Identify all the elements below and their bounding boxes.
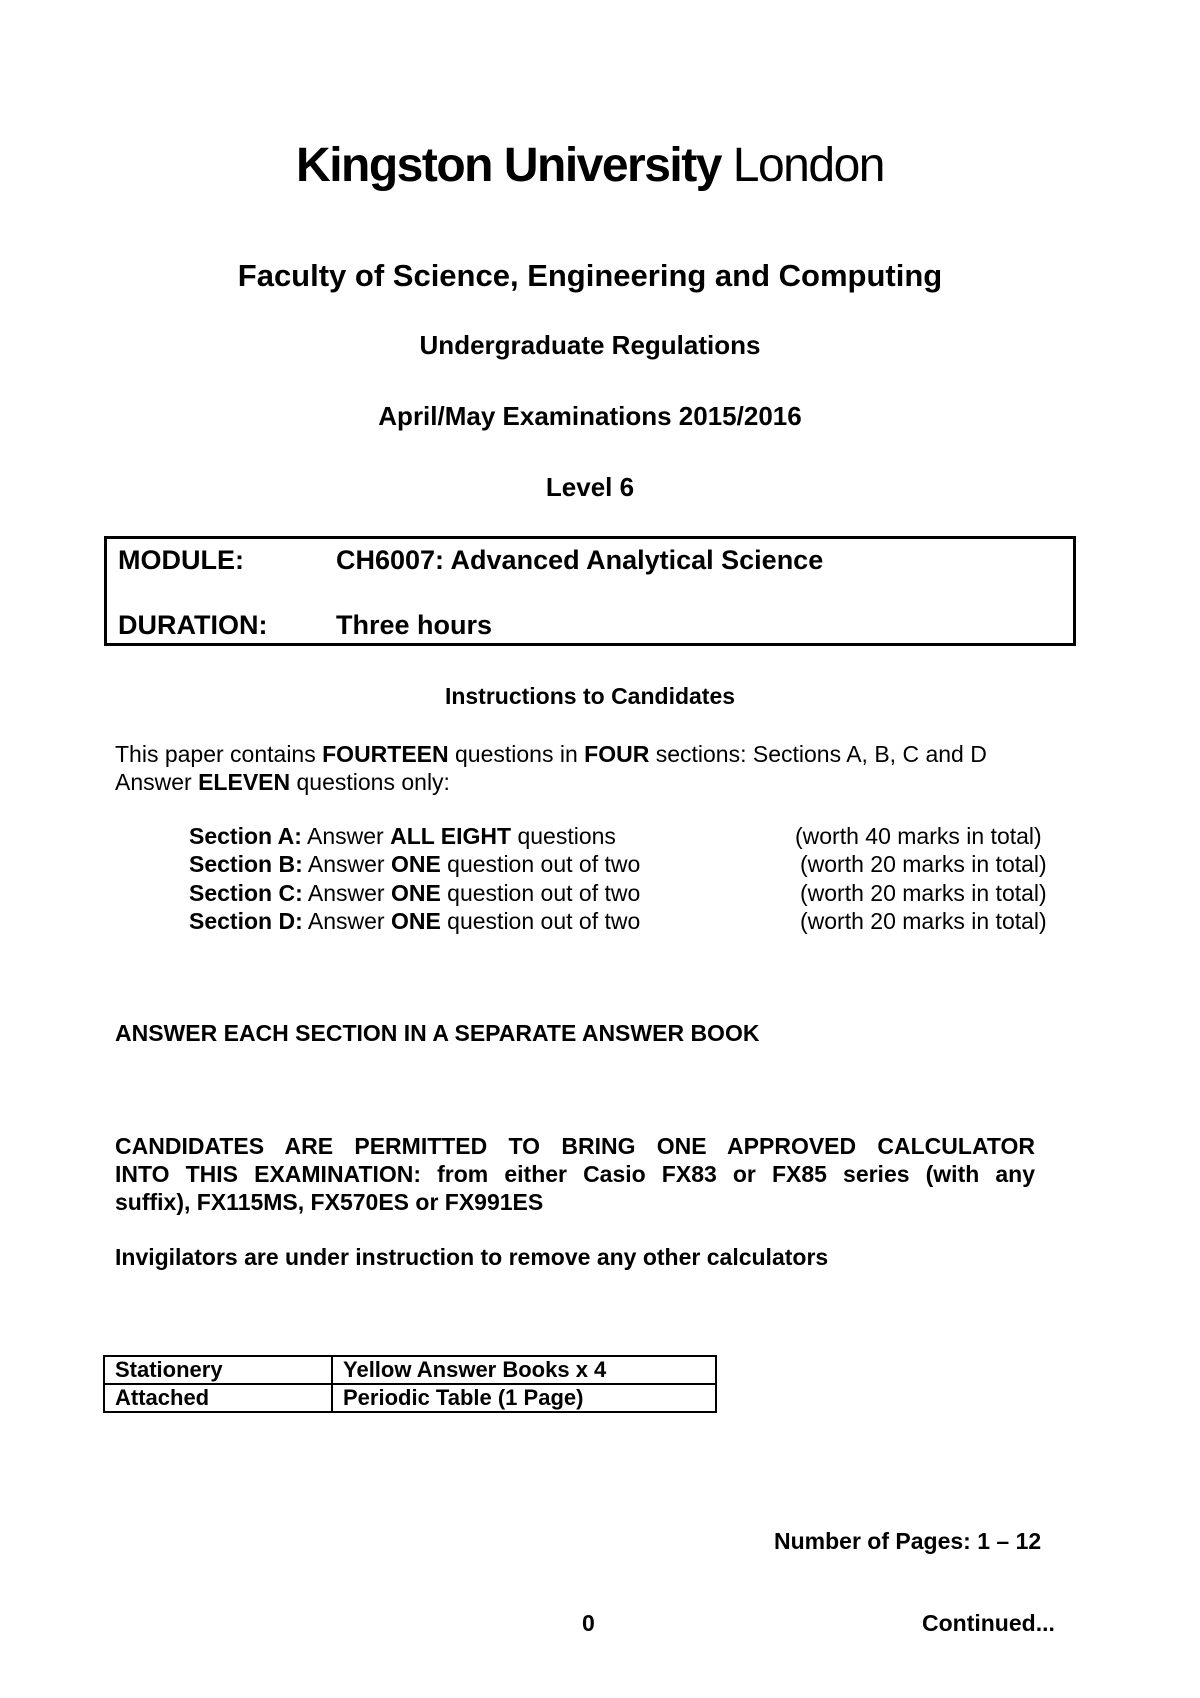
intro-emphasis: FOURTEEN [322, 741, 449, 767]
continued-label: Continued... [922, 1610, 1055, 1636]
section-a-line [189, 823, 789, 850]
stationery-table [103, 1355, 717, 1413]
examinations-title: April/May Examinations 2015/2016 [378, 401, 802, 431]
section-label: Section B: [189, 851, 303, 877]
level-title: Level 6 [545, 472, 635, 502]
intro-line-1 [115, 740, 1075, 768]
section-emphasis: ONE [390, 851, 441, 877]
intro-text: This paper contains [115, 741, 323, 767]
module-row [118, 545, 823, 576]
intro-line-2 [115, 768, 1075, 796]
section-text: question out of two [440, 851, 641, 877]
calculator-line-1: CANDIDATES ARE PERMITTED TO BRING ONE APPROVED CALCULATOR [115, 1133, 1035, 1159]
table-cell-label: Stationery [104, 1356, 332, 1384]
section-text: Answer [302, 851, 391, 877]
module-label: MODULE: [118, 545, 244, 575]
intro-text: questions only: [290, 769, 450, 795]
section-emphasis: ONE [390, 880, 441, 906]
logo-light-text: London [732, 139, 884, 192]
table-cell-label: Attached [104, 1384, 332, 1412]
invigilators-notice: Invigilators are under instruction to remove any other calculators [115, 1244, 829, 1270]
number-of-pages: Number of Pages: 1 – 12 [774, 1528, 1042, 1554]
instructions-heading: Instructions to Candidates [444, 683, 736, 709]
calculator-line-3: suffix), FX115MS, FX570ES or FX991ES [115, 1189, 544, 1215]
table-cell-value: Yellow Answer Books x 4 [332, 1356, 716, 1384]
module-value: CH6007: Advanced Analytical Science [336, 545, 824, 575]
table-row [104, 1384, 716, 1412]
section-b-worth: (worth 20 marks in total) [800, 851, 1047, 877]
duration-label: DURATION: [118, 610, 268, 640]
section-text: question out of two [440, 880, 641, 906]
section-emphasis: ALL EIGHT [390, 823, 512, 849]
section-text: question out of two [440, 908, 641, 934]
intro-text: Answer [115, 769, 199, 795]
university-logo [0, 138, 1180, 194]
section-emphasis: ONE [390, 908, 441, 934]
table-cell-value: Periodic Table (1 Page) [332, 1384, 716, 1412]
table-row [104, 1356, 716, 1384]
module-box [104, 536, 1076, 646]
intro-text: questions in [448, 741, 585, 767]
intro-text: sections: Sections A, B, C and D [649, 741, 987, 767]
faculty-title: Faculty of Science, Engineering and Computing [237, 258, 943, 293]
intro-emphasis: FOUR [584, 741, 650, 767]
section-label: Section D: [189, 908, 303, 934]
section-text: Answer [302, 880, 391, 906]
duration-row [118, 610, 492, 641]
section-d-worth: (worth 20 marks in total) [800, 908, 1047, 934]
section-text: Answer [302, 908, 391, 934]
section-c-line [189, 880, 789, 907]
intro-emphasis: ELEVEN [198, 769, 291, 795]
section-a-worth: (worth 40 marks in total) [795, 823, 1042, 849]
page-number: 0 [582, 1610, 595, 1636]
section-b-line [189, 851, 789, 878]
section-text: Answer [301, 823, 391, 849]
answer-books-notice: ANSWER EACH SECTION IN A SEPARATE ANSWER BOOK [115, 1020, 760, 1046]
calculator-line-2: INTO THIS EXAMINATION: from either Casio FX83 or FX85 series (with any [115, 1161, 1035, 1187]
section-c-worth: (worth 20 marks in total) [800, 880, 1047, 906]
calculator-notice [115, 1132, 1035, 1216]
section-d-line [189, 908, 789, 935]
logo-bold-text: Kingston University [296, 139, 721, 192]
section-text: questions [511, 823, 616, 849]
section-label: Section C: [189, 880, 303, 906]
duration-value: Three hours [336, 610, 493, 640]
section-label: Section A: [189, 823, 302, 849]
regulations-title: Undergraduate Regulations [419, 330, 761, 360]
